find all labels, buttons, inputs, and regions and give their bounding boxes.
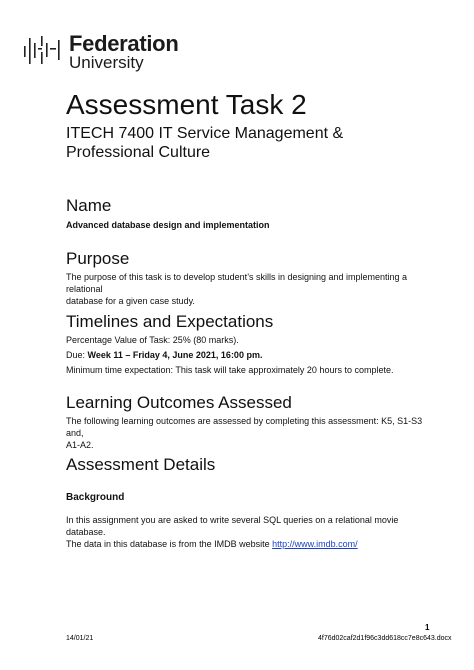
- due-date: [66, 349, 436, 361]
- background-line2: [66, 538, 436, 550]
- purpose-line1: The purpose of this task is to develop student’s skills in designing and implementing a relational: [66, 272, 408, 294]
- outcomes-line2: A1-A2.: [66, 440, 94, 450]
- percentage-value: Percentage Value of Task: 25% (80 marks).: [66, 335, 239, 345]
- document-title: Assessment Task 2: [66, 89, 307, 120]
- timelines-heading: Timelines and Expectations: [66, 312, 274, 331]
- name-heading: Name: [66, 196, 112, 215]
- due-label: Due:: [66, 350, 88, 360]
- background-text: [66, 514, 436, 550]
- due-value: Week 11 – Friday 4, June 2021, 16:00 pm.: [87, 350, 263, 360]
- logo-name-line2: University: [69, 53, 144, 72]
- logo-name-line1: Federation: [69, 31, 179, 56]
- background-line2-prefix: The data in this database is from the IMDB website: [66, 539, 273, 549]
- minimum-time: Minimum time expectation: This task will take approximately 20 hours to complete.: [66, 365, 394, 375]
- background-line1: In this assignment you are asked to write several SQL queries on a relational movie database.: [66, 515, 399, 537]
- imdb-link[interactable]: http://www.imdb.com/: [272, 539, 358, 549]
- footer-date: 14/01/21: [66, 635, 94, 642]
- outcomes-heading: Learning Outcomes Assessed: [66, 393, 292, 412]
- purpose-text: [66, 271, 436, 307]
- outcomes-line1: The following learning outcomes are assessed by completing this assessment: K5, S1-S3 and,: [66, 416, 423, 438]
- subtitle-line2: Professional Culture: [66, 144, 211, 161]
- university-logo-icon: [22, 34, 64, 68]
- document-subtitle: [66, 124, 426, 162]
- outcomes-text: [66, 415, 436, 451]
- purpose-heading: Purpose: [66, 249, 130, 268]
- footer-filename: 4f76d02caf2d1f96c3dd618cc7e8c643.docx: [318, 635, 452, 642]
- background-subheading: Background: [66, 492, 125, 503]
- name-text: Advanced database design and implementation: [66, 220, 270, 230]
- subtitle-line1: ITECH 7400 IT Service Management &: [66, 125, 344, 142]
- details-heading: Assessment Details: [66, 455, 216, 474]
- page-number: 1: [425, 623, 430, 632]
- purpose-line2: database for a given case study.: [66, 296, 195, 306]
